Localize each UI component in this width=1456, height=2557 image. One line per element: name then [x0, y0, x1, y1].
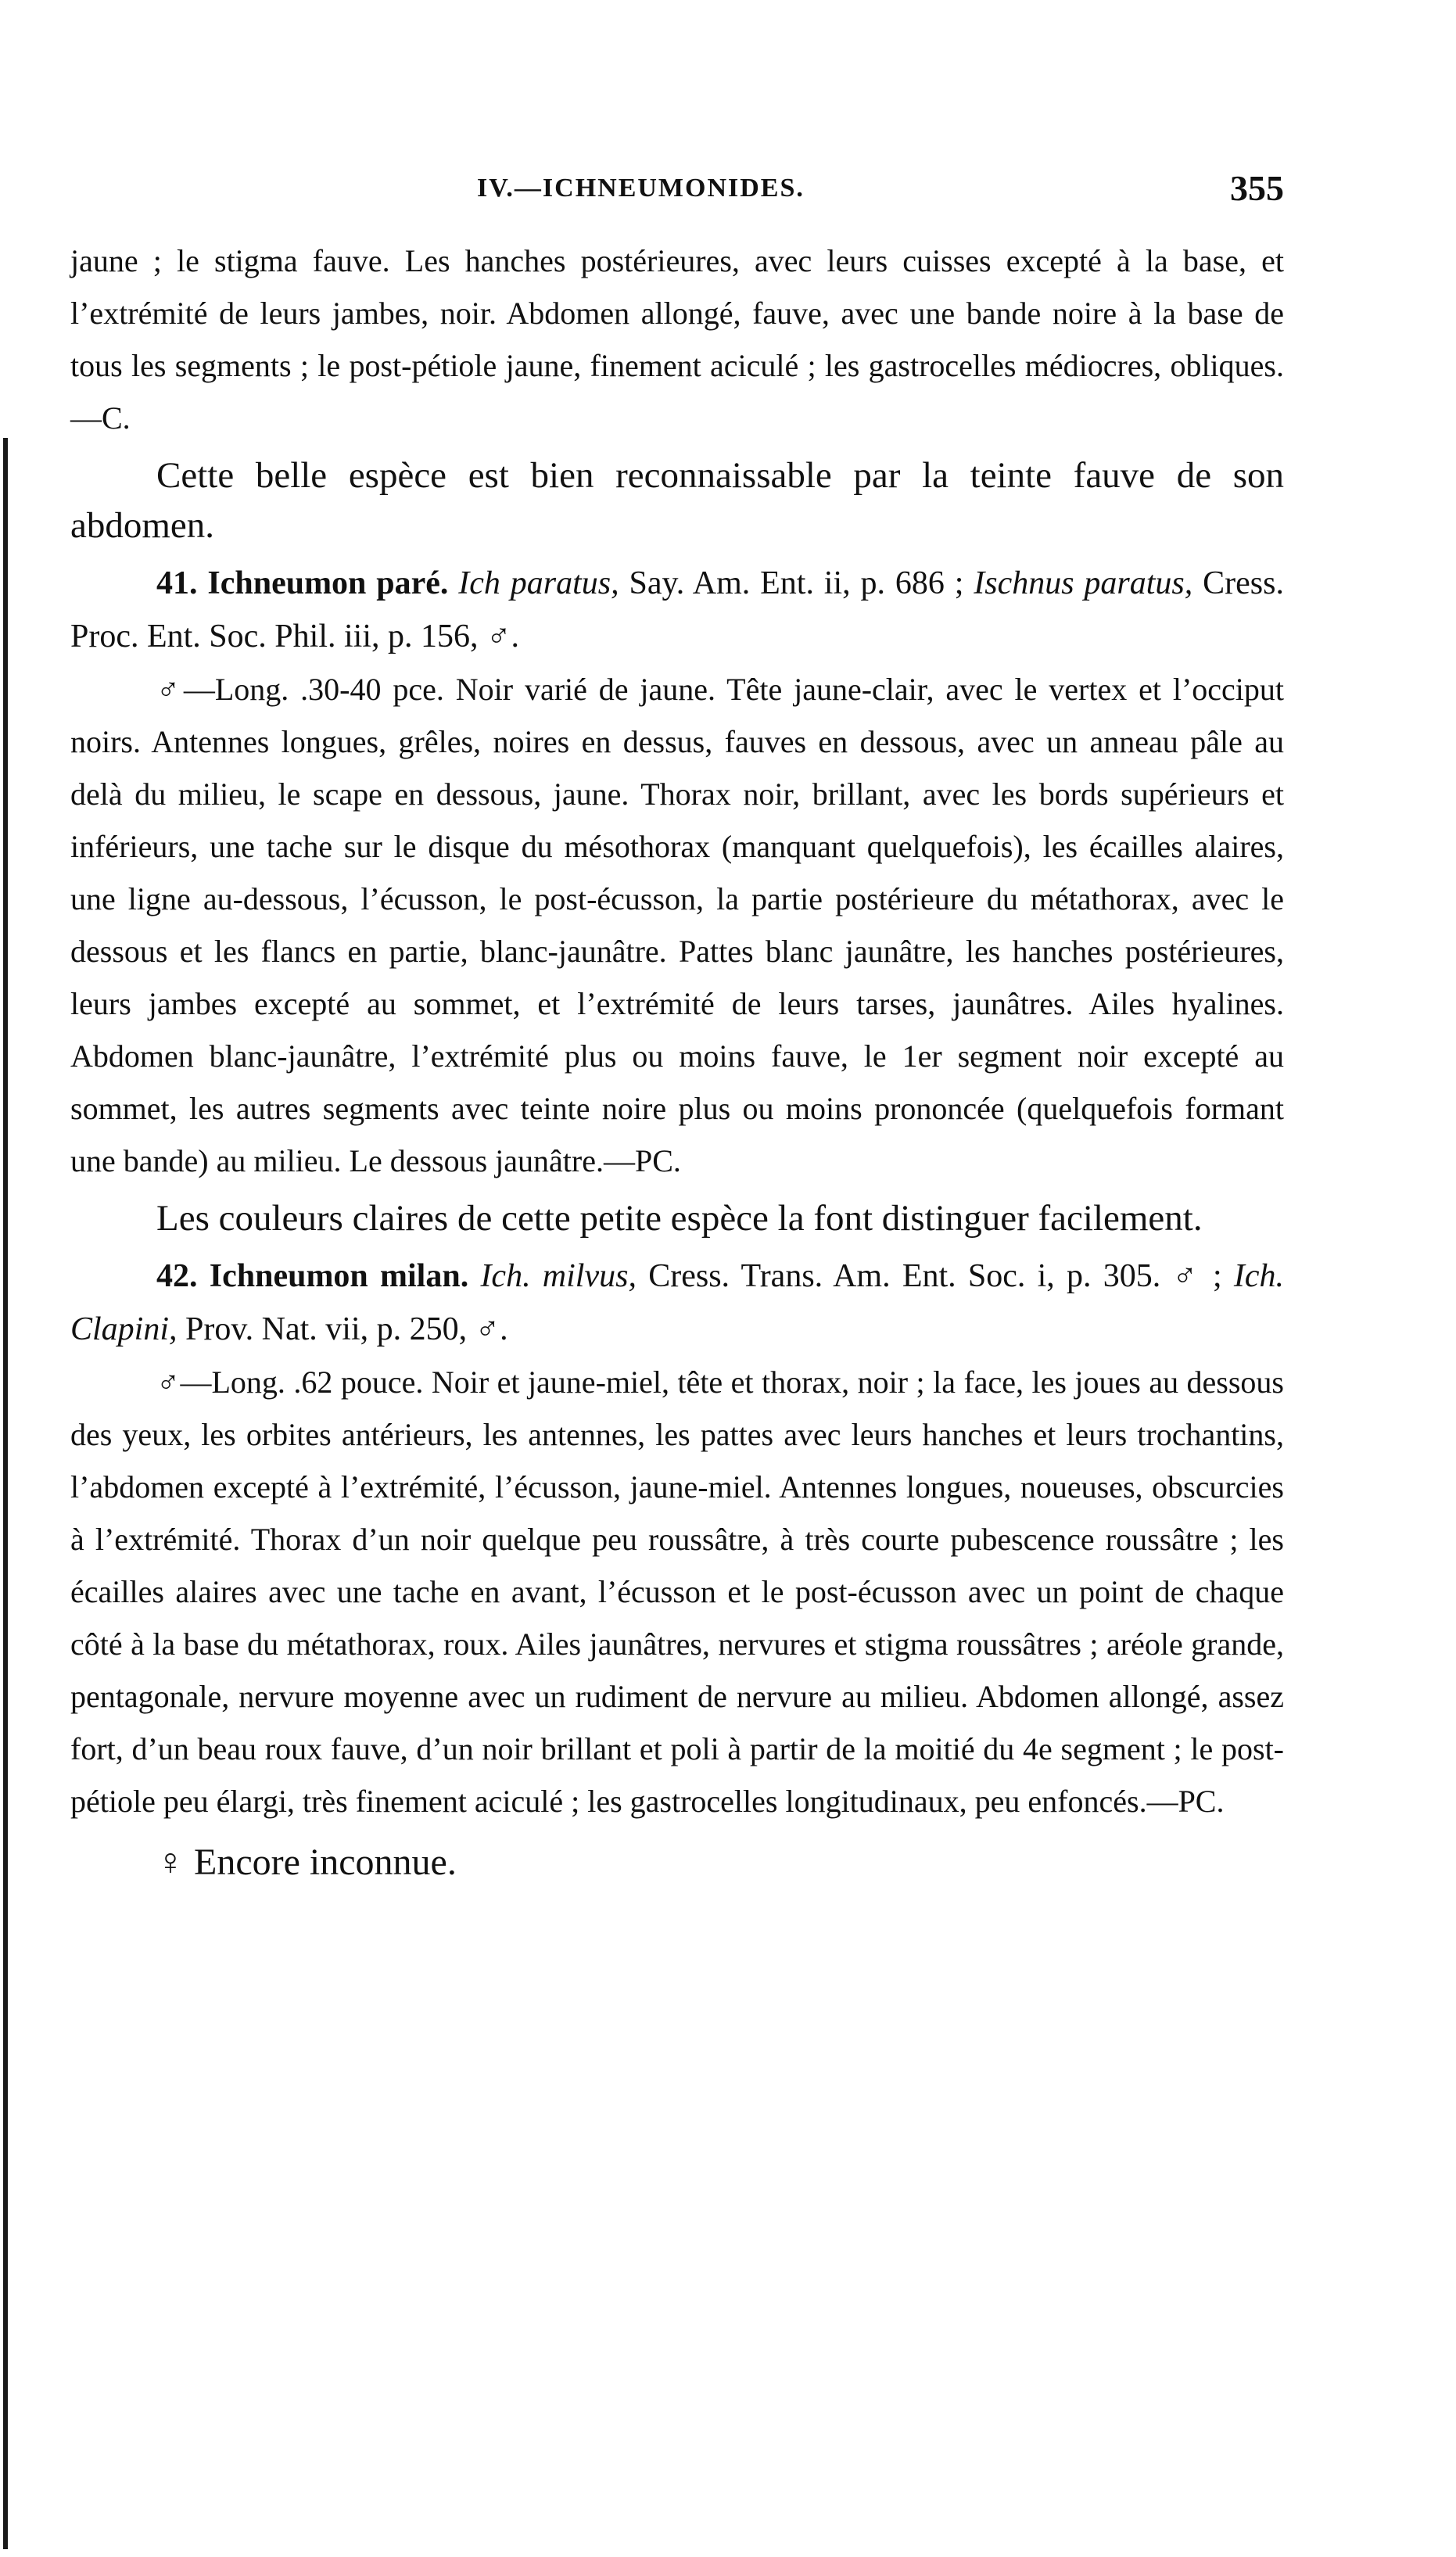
species-number: 41.: [156, 565, 198, 601]
page-header: [70, 167, 1284, 214]
species-heading-41: [70, 557, 1284, 663]
page-body: [70, 235, 1284, 1890]
female-note-42: ♀ Encore inconnue.: [156, 1842, 457, 1883]
latin-synonym: Ich. Clapini,: [70, 1258, 1284, 1347]
running-head: IV.—ICHNEUMONIDES.: [477, 174, 805, 203]
latin-name: Ich paratus,: [458, 565, 619, 601]
latin-synonym: Ischnus paratus,: [974, 565, 1193, 601]
species-description-41: ♂—Long. .30-40 pce. Noir varié de jaune. Tête jaune-clair, avec le vertex et l’occiput noirs. Antennes longues, grêles, noires en dessus, fauves en dessous, avec un anneau pâle au delà du milieu, le scape en dessous, jaune. Thorax noir, brillant, avec les bords supérieurs et inférieurs, une tache sur le disque du mésothorax (manquant quelquefois), les écailles alaires, une ligne au-dessous, l’écusson, le post-écusson, la partie postérieure du métathorax, avec le dessous et les flancs en partie, blanc-jaunâtre. Pattes blanc jaunâtre, les hanches postérieures, leurs jambes excepté au sommet, et l’extrémité de leurs tarses, jaunâtres. Ailes hyalines. Abdomen blanc-jaunâtre, l’extrémité plus ou moins fauve, le 1er segment noir excepté au sommet, les autres segments avec teinte noire plus ou moins prononcée (quelquefois formant une bande) au milieu. Le dessous jaunâtre.—PC.: [70, 672, 1284, 1178]
species-name: Ichneumon paré.: [207, 565, 449, 601]
species-number: 42.: [156, 1258, 198, 1294]
remark-species-41: Les couleurs claires de cette petite espèce la font distinguer facilement.: [156, 1198, 1203, 1239]
citation: Cress. Proc. Ent. Soc. Phil. iii, p. 156, ♂.: [70, 565, 1284, 654]
remark-species-40: Cette belle espèce est bien reconnaissable par la teinte fauve de son abdomen.: [70, 455, 1284, 546]
species-description-42: ♂—Long. .62 pouce. Noir et jaune-miel, tête et thorax, noir ; la face, les joues au dessous des yeux, les orbites antérieurs, les antennes, les pattes avec leurs hanches et leurs trochantins, l’abdomen excepté à l’extrémité, l’écusson, jaune-miel. Antennes longues, noueuses, obscurcies à l’extrémité. Thorax d’un noir quelque peu roussâtre, à très courte pubescence roussâtre ; les écailles alaires avec une tache en avant, l’écusson et le post-écusson avec un point de chaque côté à la base du métathorax, roux. Ailes jaunâtres, nervures et stigma roussâtres ; aréole grande, pentagonale, nervure moyenne avec un rudiment de nervure au milieu. Abdomen allongé, assez fort, d’un beau roux fauve, d’un noir brillant et poli à partir de la moitié du 4e segment ; le post-pétiole peu élargi, très finement aciculé ; les gastrocelles longitudinaux, peu enfoncés.—PC.: [70, 1365, 1284, 1819]
species-heading-42: [70, 1250, 1284, 1356]
paragraph-continued-description: jaune ; le stigma fauve. Les hanches postérieures, avec leurs cuisses excepté à la base, et l’extrémité de leurs jambes, noir. Abdomen allongé, fauve, avec une bande noire à la base de tous les segments ; le post-pétiole jaune, finement aciculé ; les gastrocelles médiocres, obliques.—C.: [70, 243, 1284, 436]
page-number: 355: [1230, 168, 1284, 208]
page-edge-shadow: [3, 438, 8, 2549]
citation: Prov. Nat. vii, p. 250, ♂.: [177, 1311, 508, 1347]
latin-name: Ich. milvus,: [480, 1258, 637, 1294]
citation: Say. Am. Ent. ii, p. 686 ;: [619, 565, 974, 601]
species-name: Ichneumon milan.: [209, 1258, 469, 1294]
citation: Cress. Trans. Am. Ent. Soc. i, p. 305. ♂ ;: [636, 1258, 1234, 1294]
